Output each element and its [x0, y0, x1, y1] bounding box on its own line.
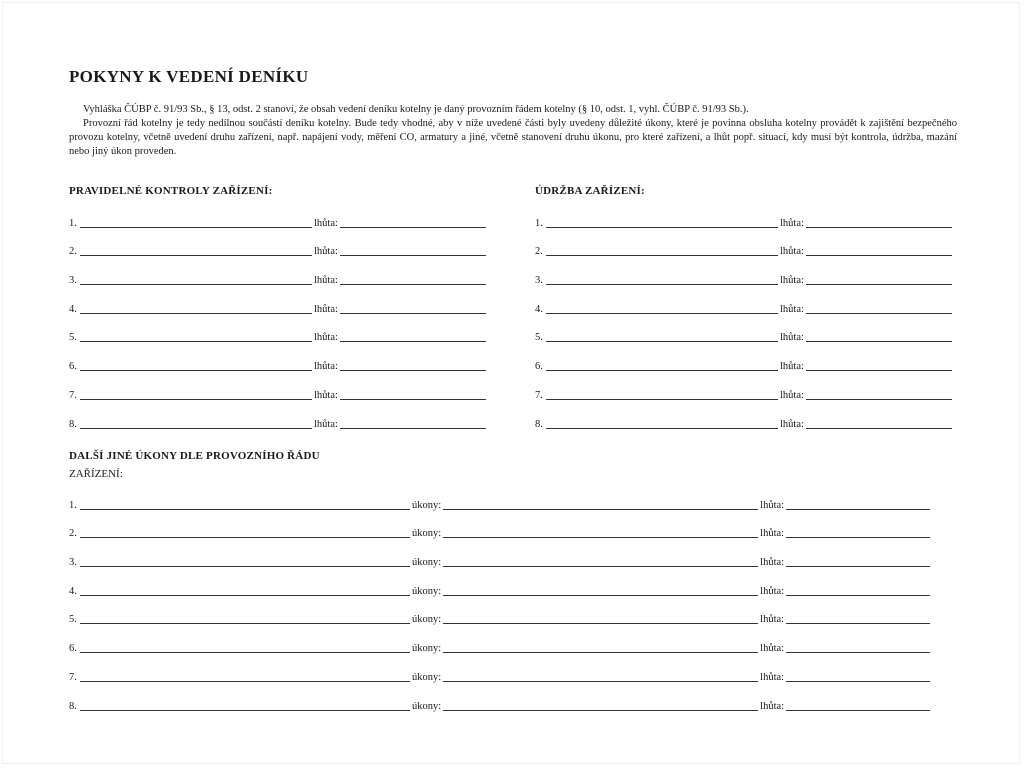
form-row — [69, 315, 488, 344]
tasks-field[interactable] — [443, 528, 758, 538]
row-number: 4. — [69, 585, 77, 597]
item-field[interactable] — [80, 275, 312, 285]
intro-paragraph-2: Provozní řád kotelny je tedy nedílnou součástí deníku kotelny. Bude tedy vhodné, aby v níže uvedené části byly uvedeny důležité úkony, které je povinna obsluha kotelny provádět k zajištění bezpečného provozu kotelny, včetně uvedení druhu zařízení, např. napájení vody, měření CO, armatury a jiné, včetně stanovení druhu úkonu, pro které zařízení, a lhůt popř. situací, kdy musí být kontrola, údržba, mazání nebo jiný úkon proveden. — [69, 118, 957, 157]
form-row — [69, 257, 488, 286]
item-field[interactable] — [80, 304, 312, 314]
deadline-field[interactable] — [786, 672, 930, 682]
tasks-label: úkony: — [412, 499, 442, 511]
deadline-field[interactable] — [786, 557, 930, 567]
deadline-label: lhůta: — [780, 361, 804, 373]
row-number: 1. — [535, 217, 543, 229]
regular-checks-list — [69, 200, 488, 430]
form-row — [535, 229, 954, 258]
deadline-label: lhůta: — [314, 303, 338, 315]
form-row — [535, 315, 954, 344]
deadline-field[interactable] — [806, 246, 952, 256]
deadline-field[interactable] — [806, 218, 952, 228]
intro-text — [69, 103, 957, 159]
row-number: 7. — [69, 389, 77, 401]
deadline-field[interactable] — [340, 304, 486, 314]
row-number: 2. — [535, 246, 543, 258]
item-field[interactable] — [80, 246, 312, 256]
deadline-field[interactable] — [786, 614, 930, 624]
form-row — [69, 286, 488, 315]
maintenance-title: ÚDRŽBA ZAŘÍZENÍ: — [535, 185, 645, 197]
deadline-label: lhůta: — [760, 585, 785, 597]
maintenance-list — [535, 200, 954, 430]
deadline-label: lhůta: — [314, 217, 338, 229]
row-number: 5. — [69, 332, 77, 344]
deadline-label: lhůta: — [780, 332, 804, 344]
row-number: 7. — [535, 389, 543, 401]
deadline-label: lhůta: — [314, 275, 338, 287]
form-row — [69, 539, 932, 568]
deadline-field[interactable] — [786, 643, 930, 653]
item-field[interactable] — [546, 390, 778, 400]
deadline-label: lhůta: — [760, 557, 785, 569]
device-field[interactable] — [80, 614, 410, 624]
row-number: 2. — [69, 528, 77, 540]
deadline-label: lhůta: — [314, 361, 338, 373]
row-number: 1. — [69, 217, 77, 229]
other-tasks-title: DALŠÍ JINÉ ÚKONY DLE PROVOZNÍHO ŘÁDU — [69, 450, 320, 462]
device-field[interactable] — [80, 557, 410, 567]
item-field[interactable] — [80, 419, 312, 429]
form-row — [69, 343, 488, 372]
deadline-field[interactable] — [340, 246, 486, 256]
item-field[interactable] — [80, 390, 312, 400]
deadline-field[interactable] — [340, 332, 486, 342]
row-number: 4. — [535, 303, 543, 315]
deadline-label: lhůta: — [314, 332, 338, 344]
tasks-field[interactable] — [443, 557, 758, 567]
row-number: 3. — [69, 275, 77, 287]
form-row — [69, 401, 488, 430]
tasks-field[interactable] — [443, 672, 758, 682]
device-subtitle: ZAŘÍZENÍ: — [69, 468, 123, 480]
row-number: 5. — [535, 332, 543, 344]
row-number: 3. — [535, 275, 543, 287]
device-field[interactable] — [80, 586, 410, 596]
tasks-label: úkony: — [412, 643, 442, 655]
deadline-field[interactable] — [806, 304, 952, 314]
item-field[interactable] — [546, 419, 778, 429]
deadline-field[interactable] — [786, 701, 930, 711]
item-field[interactable] — [546, 332, 778, 342]
deadline-label: lhůta: — [780, 418, 804, 430]
form-row — [69, 597, 932, 626]
deadline-label: lhůta: — [314, 246, 338, 258]
deadline-label: lhůta: — [780, 275, 804, 287]
item-field[interactable] — [546, 361, 778, 371]
form-row — [69, 229, 488, 258]
deadline-label: lhůta: — [314, 389, 338, 401]
deadline-label: lhůta: — [780, 389, 804, 401]
tasks-label: úkony: — [412, 557, 442, 569]
tasks-label: úkony: — [412, 528, 442, 540]
device-field[interactable] — [80, 643, 410, 653]
other-tasks-list — [69, 482, 932, 712]
deadline-label: lhůta: — [780, 303, 804, 315]
device-field[interactable] — [80, 528, 410, 538]
document-title: POKYNY K VEDENÍ DENÍKU — [69, 67, 309, 86]
form-row — [535, 372, 954, 401]
row-number: 4. — [69, 303, 77, 315]
item-field[interactable] — [80, 218, 312, 228]
item-field[interactable] — [546, 218, 778, 228]
tasks-label: úkony: — [412, 700, 442, 712]
row-number: 2. — [69, 246, 77, 258]
row-number: 8. — [69, 700, 77, 712]
row-number: 6. — [535, 361, 543, 373]
deadline-field[interactable] — [340, 390, 486, 400]
deadline-label: lhůta: — [780, 246, 804, 258]
device-field[interactable] — [80, 672, 410, 682]
tasks-field[interactable] — [443, 614, 758, 624]
item-field[interactable] — [546, 246, 778, 256]
deadline-label: lhůta: — [760, 643, 785, 655]
deadline-label: lhůta: — [780, 217, 804, 229]
deadline-label: lhůta: — [760, 499, 785, 511]
row-number: 5. — [69, 614, 77, 626]
device-field[interactable] — [80, 500, 410, 510]
deadline-field[interactable] — [806, 390, 952, 400]
deadline-field[interactable] — [806, 419, 952, 429]
form-row — [69, 482, 932, 511]
tasks-field[interactable] — [443, 586, 758, 596]
form-row — [69, 568, 932, 597]
deadline-field[interactable] — [340, 361, 486, 371]
row-number: 7. — [69, 671, 77, 683]
device-field[interactable] — [80, 701, 410, 711]
tasks-field[interactable] — [443, 500, 758, 510]
tasks-label: úkony: — [412, 671, 442, 683]
deadline-field[interactable] — [806, 275, 952, 285]
row-number: 8. — [69, 418, 77, 430]
tasks-label: úkony: — [412, 585, 442, 597]
item-field[interactable] — [80, 332, 312, 342]
form-row — [535, 286, 954, 315]
deadline-label: lhůta: — [760, 528, 785, 540]
row-number: 3. — [69, 557, 77, 569]
item-field[interactable] — [80, 361, 312, 371]
deadline-field[interactable] — [786, 528, 930, 538]
item-field[interactable] — [546, 304, 778, 314]
deadline-field[interactable] — [340, 218, 486, 228]
form-row — [69, 683, 932, 712]
form-row — [535, 257, 954, 286]
tasks-field[interactable] — [443, 643, 758, 653]
form-row — [69, 654, 932, 683]
form-row — [535, 343, 954, 372]
deadline-field[interactable] — [786, 586, 930, 596]
deadline-label: lhůta: — [760, 614, 785, 626]
deadline-label: lhůta: — [760, 700, 785, 712]
row-number: 1. — [69, 499, 77, 511]
regular-checks-title: PRAVIDELNÉ KONTROLY ZAŘÍZENÍ: — [69, 185, 273, 197]
deadline-field[interactable] — [806, 361, 952, 371]
row-number: 6. — [69, 643, 77, 655]
form-row — [535, 401, 954, 430]
item-field[interactable] — [546, 275, 778, 285]
intro-paragraph-1: Vyhláška ČÚBP č. 91/93 Sb., § 13, odst. 2 stanoví, že obsah vedení deníku kotelny je daný provozním řádem kotelny (§ 10, odst. 1, vyhl. ČÚBP č. 91/93 Sb.). — [83, 104, 749, 115]
deadline-label: lhůta: — [760, 671, 785, 683]
deadline-field[interactable] — [340, 275, 486, 285]
form-row — [69, 625, 932, 654]
form-row — [535, 200, 954, 229]
deadline-field[interactable] — [806, 332, 952, 342]
deadline-field[interactable] — [340, 419, 486, 429]
deadline-label: lhůta: — [314, 418, 338, 430]
tasks-field[interactable] — [443, 701, 758, 711]
form-row — [69, 200, 488, 229]
row-number: 6. — [69, 361, 77, 373]
deadline-field[interactable] — [786, 500, 930, 510]
form-row — [69, 372, 488, 401]
tasks-label: úkony: — [412, 614, 442, 626]
row-number: 8. — [535, 418, 543, 430]
form-row — [69, 511, 932, 540]
